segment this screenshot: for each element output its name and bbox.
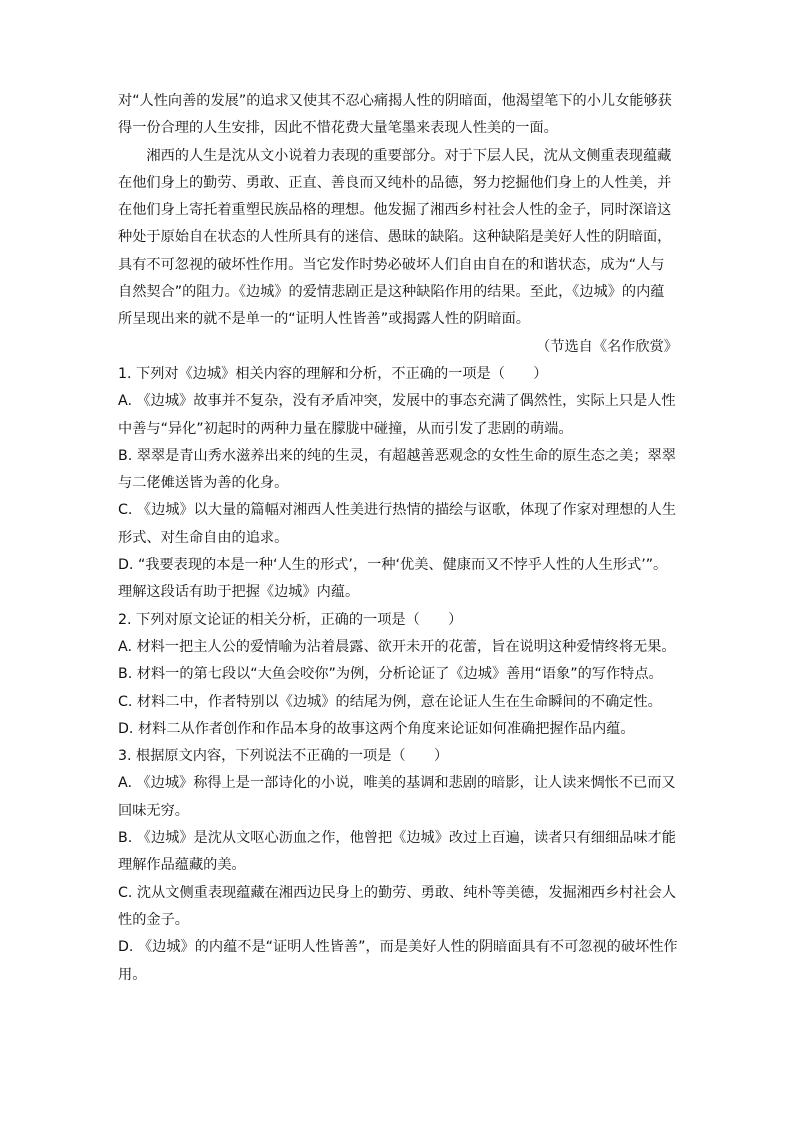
option-c: C. 材料二中，作者特别以《边城》的结尾为例，意在论证人生在生命瞬间的不确定性。 [118,693,662,710]
option-d: D. 材料二从作者创作和作品本身的故事这两个角度来论证如何准确把握作品内蕴。 [118,720,635,737]
option-a: A. 《边城》故事并不复杂，没有矛盾冲突，发展中的事态充满了偶然性，实际上只是人性中善与“异化”初起时的两种力量在朦胧中碰撞，从而引发了悲剧的萌端。 [118,393,676,437]
option-b: B. 材料一的第七段以“大鱼会咬你”为例，分析论证了《边城》善用“语象”的写作特点。 [118,666,663,683]
option-b: B. 翠翠是青山秀水滋养出来的纯的生灵，有超越善恶观念的女性生命的原生态之美；翠翠与二佬傩送皆为善的化身。 [118,447,676,492]
source-citation: （节选自《名作欣赏》 [536,338,678,355]
question-3 [118,743,678,989]
document-page [118,88,678,989]
question-stem: 3. 根据原文内容，下列说法不正确的一项是（ ） [118,748,449,765]
option-d: D. “我要表现的本是一种‘人生的形式’，一种‘优美、健康而又不悖乎人性的人生形式’”。理解这段话有助于把握《边城》内蕴。 [118,557,668,601]
question-stem: 2. 下列对原文论证的相关分析，正确的一项是（ ） [118,611,463,628]
option-d: D. 《边城》的内蕴不是“证明人性皆善”，而是美好人性的阴暗面具有不可忽视的破坏性作用。 [118,939,678,983]
option-c: C. 沈从文侧重表现蕴藏在湘西边民身上的勤劳、勇敢、纯朴等美德，发掘湘西乡村社会人性的金子。 [118,884,677,928]
option-b: B. 《边城》是沈从文呕心沥血之作，他曾把《边城》改过上百遍，读者只有细细品味才能理解作品蕴藏的美。 [118,830,676,874]
question-1 [118,361,678,607]
passage-paragraph-1: 对“人性向善的发展”的追求又使其不忍心痛揭人性的阴暗面，他渴望笔下的小儿女能够获得一份合理的人生安排，因此不惜花费大量笔墨来表现人性美的一面。 [118,93,672,137]
option-a: A. 《边城》称得上是一部诗化的小说，唯美的基调和悲剧的暗影，让人读来惆怅不已而又回味无穷。 [118,775,676,819]
question-2 [118,607,678,743]
question-stem: 1. 下列对《边城》相关内容的理解和分析，不正确的一项是（ ） [118,365,548,382]
passage-paragraph-2: 湘西的人生是沈从文小说着力表现的重要部分。对于下层人民，沈从文侧重表现蕴藏在他们身上的勤劳、勇敢、正直、善良而又纯朴的品德，努力挖掘他们身上的人性美，并在他们身上寄托着重塑民族品格的理想。他发掘了湘西乡村社会人性的金子，同时深谙这种处于原始自在状态的人性所具有的迷信、愚昧的缺陷。这种缺陷是美好人性的阴暗面，具有不可忽视的破坏性作用。当它发作时势必破坏人们自由自在的和谐状态，成为“人与自然契合”的阻力。《边城》的爱情悲剧正是这种缺陷作用的结果。至此，《边城》的内蕴所呈现出来的就不是单一的“证明人性皆善”或揭露人性的阴暗面。 [118,147,672,328]
option-c: C. 《边城》以大量的篇幅对湘西人性美进行热情的描绘与讴歌，体现了作家对理想的人生形式、对生命自由的追求。 [118,502,677,546]
option-a: A. 材料一把主人公的爱情喻为沾着晨露、欲开未开的花蕾，旨在说明这种爱情终将无果。 [118,638,676,655]
